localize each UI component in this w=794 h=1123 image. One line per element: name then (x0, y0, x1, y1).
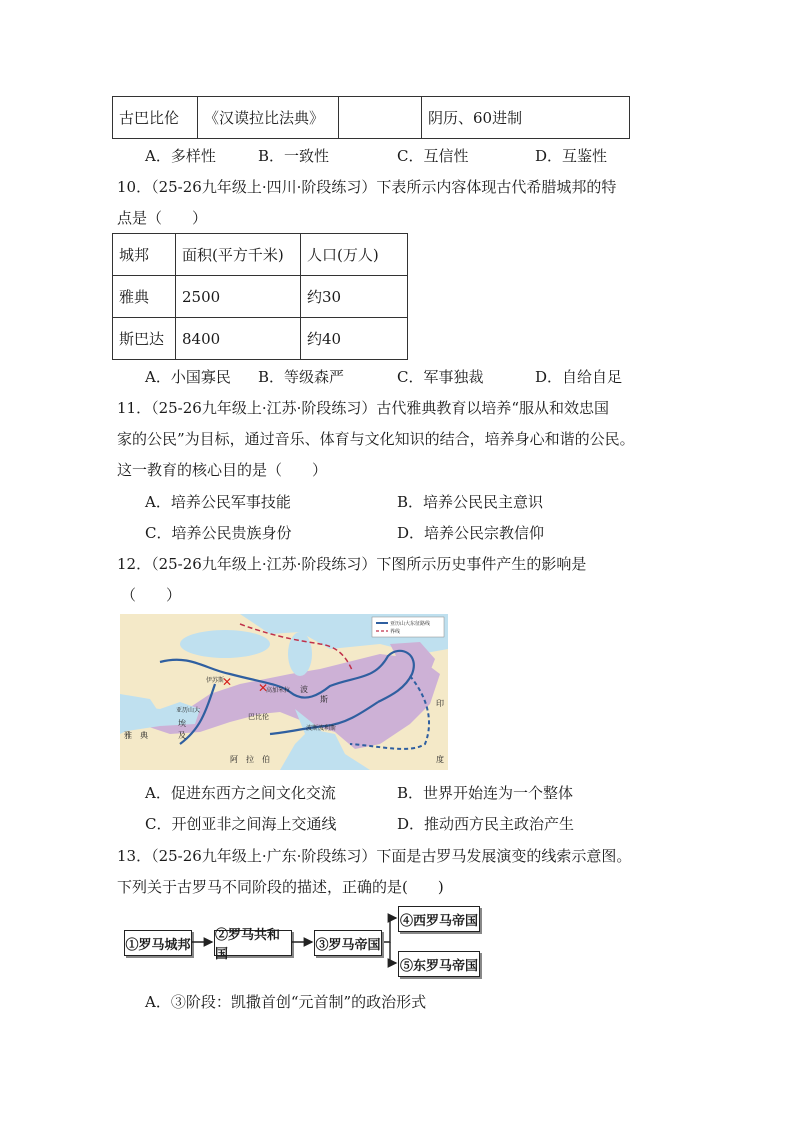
table-header: 人口(万人) (301, 234, 408, 276)
map-label: 印 (436, 699, 444, 708)
option-c: C．开创亚非之间海上交通线 (145, 815, 337, 833)
table-cell: 8400 (176, 318, 301, 360)
map-label: 度 (436, 755, 444, 764)
table-cell: 2500 (176, 276, 301, 318)
question-stem: 10．（25-26九年级上·四川·阶段练习）下表所示内容体现古代希腊城邦的特 (117, 178, 617, 196)
rome-flow-diagram (122, 905, 482, 985)
question-stem: 家的公民”为目标，通过音乐、体育与文化知识的结合，培养身心和谐的公民。 (117, 430, 635, 448)
battle-marker: ✕ (222, 675, 233, 689)
map-label: 高加米拉 (266, 687, 291, 694)
map-label: 及 (178, 731, 186, 740)
legend-label: 亚历山大东征路线 (390, 621, 431, 627)
flow-node: ④西罗马帝国 (398, 906, 480, 932)
flow-node: ③罗马帝国 (314, 930, 382, 956)
table-cell: 雅典 (113, 276, 176, 318)
question-stem: 下列关于古罗马不同阶段的描述，正确的是( ) (117, 878, 444, 896)
table-cell: 古巴比伦 (113, 97, 198, 139)
option-a: A．小国寡民 (145, 368, 231, 386)
map-label: 亚历山大 (176, 707, 201, 714)
question-stem: 13．（25-26九年级上·广东·阶段练习）下面是古罗马发展演变的线索示意图。 (117, 847, 632, 865)
city-state-table (112, 233, 408, 360)
question-stem: 12．（25-26九年级上·江苏·阶段练习）下图所示历史事件产生的影响是 (117, 555, 587, 573)
alexander-campaign-map (120, 614, 448, 770)
option-c: C．互信性 (397, 147, 469, 165)
table-cell (339, 97, 422, 139)
question-stem: （ ） (121, 586, 182, 604)
option-b: B．等级森严 (258, 368, 345, 386)
map-label: 埃 (178, 719, 186, 728)
option-d: D．自给自足 (535, 368, 623, 386)
question-stem: 这一教育的核心目的是（ ） (117, 461, 328, 479)
option-a: A．③阶段：凯撒首创“元首制”的政治形式 (145, 993, 427, 1011)
table-header: 面积(平方千米) (176, 234, 301, 276)
option-b: B．培养公民民主意识 (397, 493, 544, 511)
top-table (112, 96, 630, 139)
option-d: D．推动西方民主政治产生 (397, 815, 575, 833)
flow-node: ①罗马城邦 (124, 930, 192, 956)
map-legend (372, 617, 444, 637)
option-c: C．军事独裁 (397, 368, 484, 386)
map-label: 雅 典 (124, 731, 148, 740)
question-stem: 11．（25-26九年级上·江苏·阶段练习）古代雅典教育以培养“服从和效忠国 (117, 399, 610, 417)
option-b: B．一致性 (258, 147, 330, 165)
map-label: 波 (300, 685, 308, 694)
map-label: 波斯波利斯 (306, 725, 337, 732)
option-d: D．培养公民宗教信仰 (397, 524, 545, 542)
map-label: 斯 (320, 695, 328, 704)
legend-label: 界线 (390, 629, 401, 635)
flow-node: ②罗马共和国 (214, 930, 292, 956)
table-cell: 《汉谟拉比法典》 (198, 97, 339, 139)
map-label: 伊苏斯 (206, 677, 225, 684)
option-d: D．互鉴性 (535, 147, 608, 165)
option-b: B．世界开始连为一个整体 (397, 784, 574, 802)
table-header: 城邦 (113, 234, 176, 276)
option-c: C．培养公民贵族身份 (145, 524, 292, 542)
battle-marker: ✕ (258, 681, 269, 695)
option-a: A．多样性 (145, 147, 216, 165)
table-cell: 阴历、60进制 (422, 97, 630, 139)
table-cell: 约30 (301, 276, 408, 318)
flow-node: ⑤东罗马帝国 (398, 951, 480, 977)
table-cell: 斯巴达 (113, 318, 176, 360)
option-a: A．培养公民军事技能 (145, 493, 291, 511)
table-cell: 约40 (301, 318, 408, 360)
question-stem: 点是（ ） (117, 209, 208, 227)
map-label: 阿 拉 伯 (230, 755, 270, 764)
flow-arrows (122, 905, 482, 985)
map-label: 巴比伦 (248, 713, 269, 721)
option-a: A．促进东西方之间文化交流 (145, 784, 336, 802)
